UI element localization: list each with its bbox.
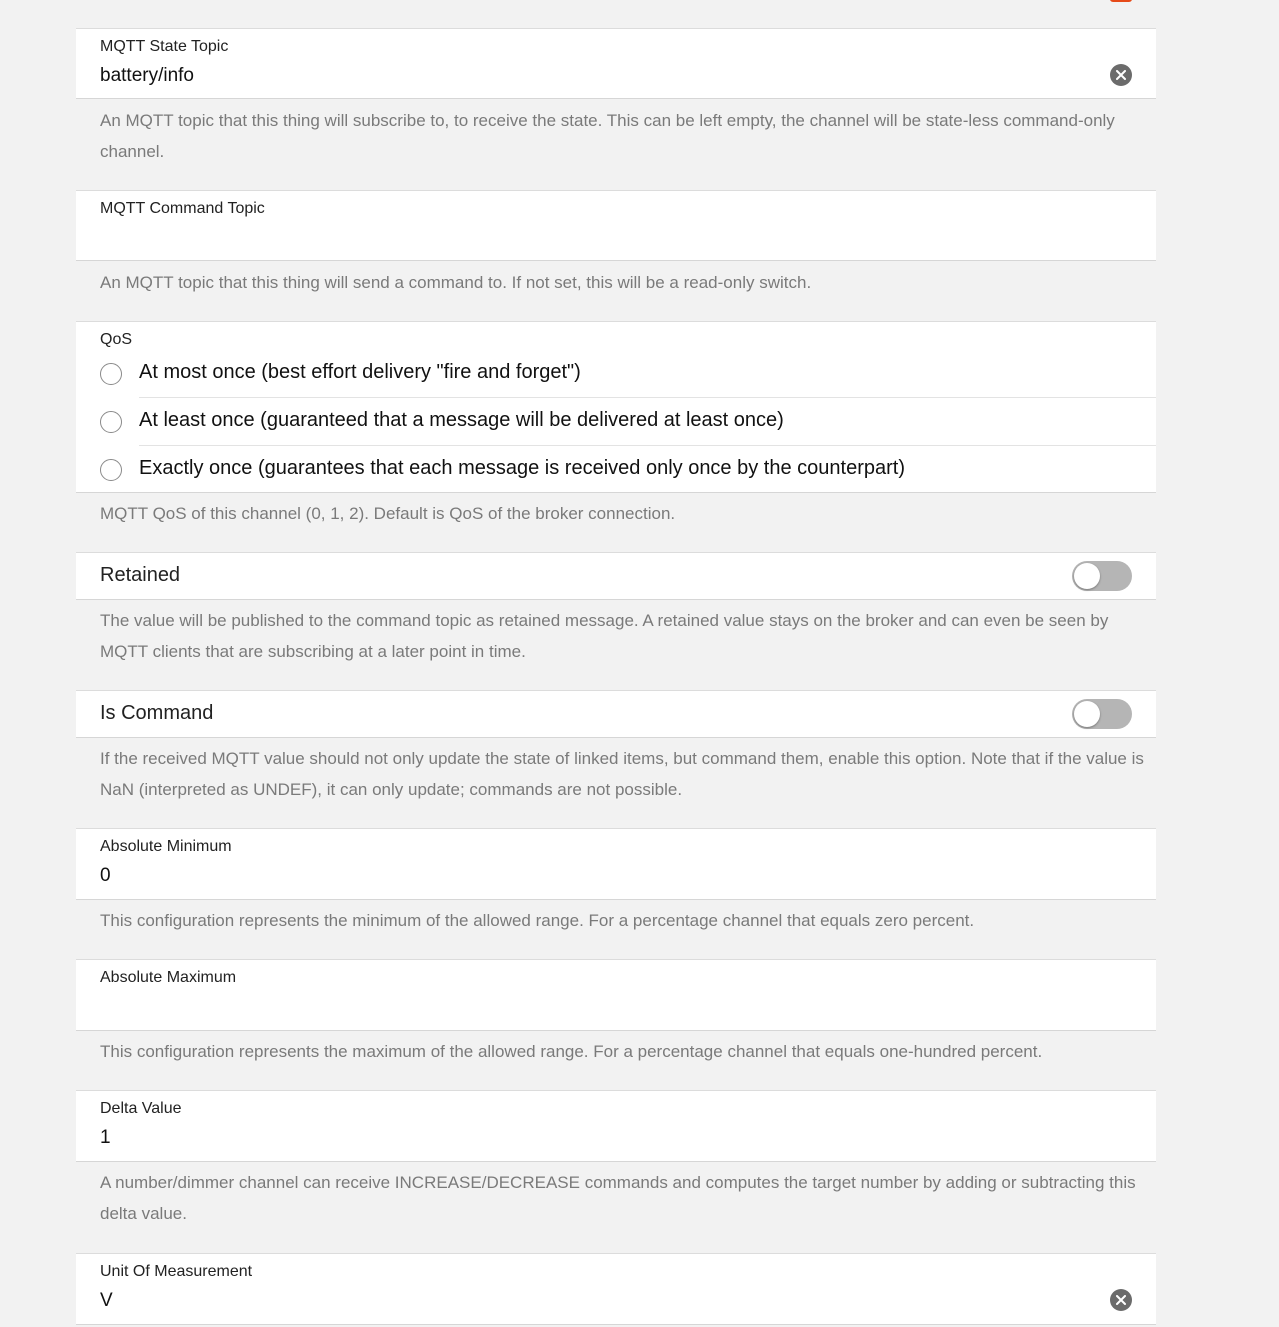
qos-option-exactly-once[interactable] [76,446,1156,494]
radio-button-circle[interactable] [100,459,122,481]
retained-switch[interactable] [1072,561,1132,591]
mqtt-state-topic-label: MQTT State Topic [100,38,229,55]
config-form [76,0,1156,1327]
unit-of-measurement-field [76,1253,1156,1325]
is-command-label: Is Command [100,702,214,724]
delta-value-label: Delta Value [100,1100,182,1117]
absolute-maximum-field [76,959,1156,1031]
retained-toggle-row [76,552,1156,600]
delta-value-help: A number/dimmer channel can receive INCREASE/DECREASE commands and computes the target number by adding or subtracting this delta value. [100,1173,1136,1223]
retained-label: Retained [100,564,181,586]
unit-of-measurement-input[interactable] [100,1288,1090,1314]
mqtt-state-topic-input[interactable] [100,63,1090,89]
switch-knob [1074,563,1100,589]
mqtt-command-topic-input[interactable] [100,225,1090,251]
qos-option-at-least-once[interactable] [76,398,1156,446]
is-command-toggle-row [76,690,1156,738]
mqtt-state-topic-help: An MQTT topic that this thing will subscribe to, to receive the state. This can be left empty, the channel will be state-less command-only channel. [100,111,1115,161]
mqtt-command-topic-field [76,190,1156,261]
absolute-maximum-help: This configuration represents the maximum of the allowed range. For a percentage channel that equals one-hundred percent. [100,1042,1043,1061]
retained-help: The value will be published to the command topic as retained message. A retained value stays on the broker and can even be seen by MQTT clients that are subscribing at a later point in time. [100,611,1109,661]
clear-circle-icon[interactable] [1110,1289,1132,1311]
radio-button-circle[interactable] [100,411,122,433]
absolute-minimum-input[interactable] [100,863,1090,889]
clear-circle-icon[interactable] [1110,64,1132,86]
mqtt-command-topic-label: MQTT Command Topic [100,200,265,217]
absolute-maximum-input[interactable] [100,994,1090,1020]
qos-option-label: Exactly once (guarantees that each message is received only once by the counterpart) [139,457,905,479]
switch-knob [1074,701,1100,727]
delta-value-field [76,1090,1156,1162]
qos-label: QoS [100,331,133,348]
absolute-minimum-help: This configuration represents the minimum of the allowed range. For a percentage channel that equals zero percent. [100,911,975,930]
qos-field [76,321,1156,493]
is-command-help: If the received MQTT value should not only update the state of linked items, but command them, enable this option. Note that if the value is NaN (interpreted as UNDEF), it can only update; commands are not possible. [100,749,1144,799]
qos-help: MQTT QoS of this channel (0, 1, 2). Default is QoS of the broker connection. [100,504,676,523]
radio-button-circle[interactable] [100,363,122,385]
qos-option-label: At most once (best effort delivery "fire and forget") [139,361,581,383]
absolute-minimum-field [76,828,1156,900]
unit-of-measurement-label: Unit Of Measurement [100,1263,253,1280]
mqtt-state-topic-field [76,28,1156,99]
absolute-minimum-label: Absolute Minimum [100,838,232,855]
mqtt-command-topic-help: An MQTT topic that this thing will send a command to. If not set, this will be a read-only switch. [100,273,812,292]
delta-value-input[interactable] [100,1125,1090,1151]
qos-option-label: At least once (guaranteed that a message will be delivered at least once) [139,409,784,431]
is-command-switch[interactable] [1072,699,1132,729]
absolute-maximum-label: Absolute Maximum [100,969,237,986]
qos-option-at-most-once[interactable] [76,350,1156,398]
